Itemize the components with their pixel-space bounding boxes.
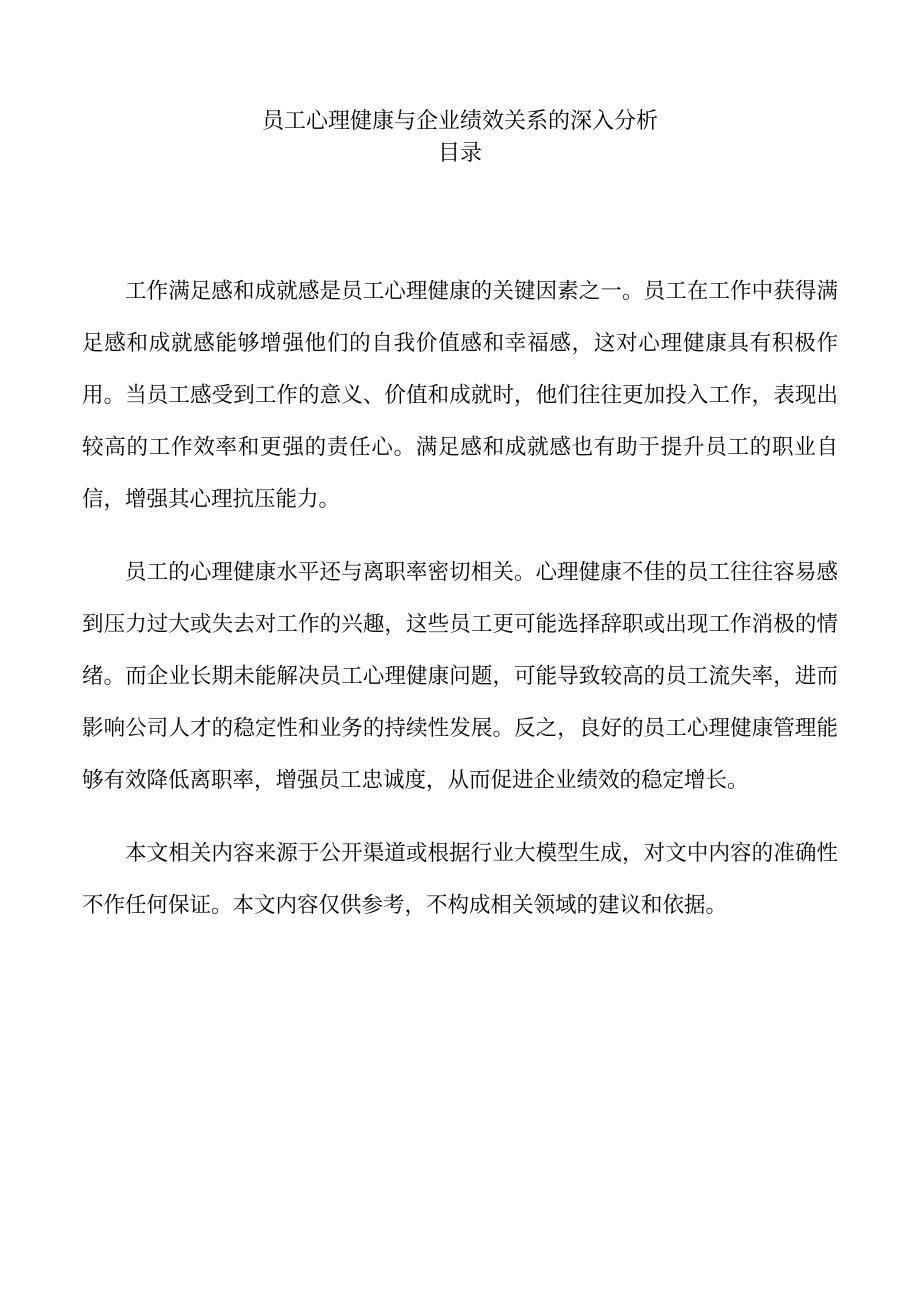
paragraph-disclaimer: 本文相关内容来源于公开渠道或根据行业大模型生成，对文中内容的准确性不作任何保证。本文内容仅供参考，不构成相关领域的建议和依据。: [82, 841, 838, 918]
document-title: 员工心理健康与企业绩效关系的深入分析: [261, 109, 658, 134]
toc-heading: 目录: [437, 141, 482, 166]
paragraph-turnover: 员工的心理健康水平还与离职率密切相关。心理健康不佳的员工往往容易感到压力过大或失去对工作的兴趣，这些员工更可能选择辞职或出现工作消极的情绪。而企业长期未能解决员工心理健康问题，可能导致较高的员工流失率，进而影响公司人才的稳定性和业务的持续性发展。反之，良好的员工心理健康管理能够有效降低离职率，增强员工忠诚度，从而促进企业绩效的稳定增长。: [82, 560, 838, 793]
document-body: [82, 266, 838, 953]
paragraph-job-satisfaction: 工作满足感和成就感是员工心理健康的关键因素之一。员工在工作中获得满足感和成就感能够增强他们的自我价值感和幸福感，这对心理健康具有积极作用。当员工感受到工作的意义、价值和成就时，他们往往更加投入工作，表现出较高的工作效率和更强的责任心。满足感和成就感也有助于提升员工的职业自信，增强其心理抗压能力。: [82, 279, 838, 512]
